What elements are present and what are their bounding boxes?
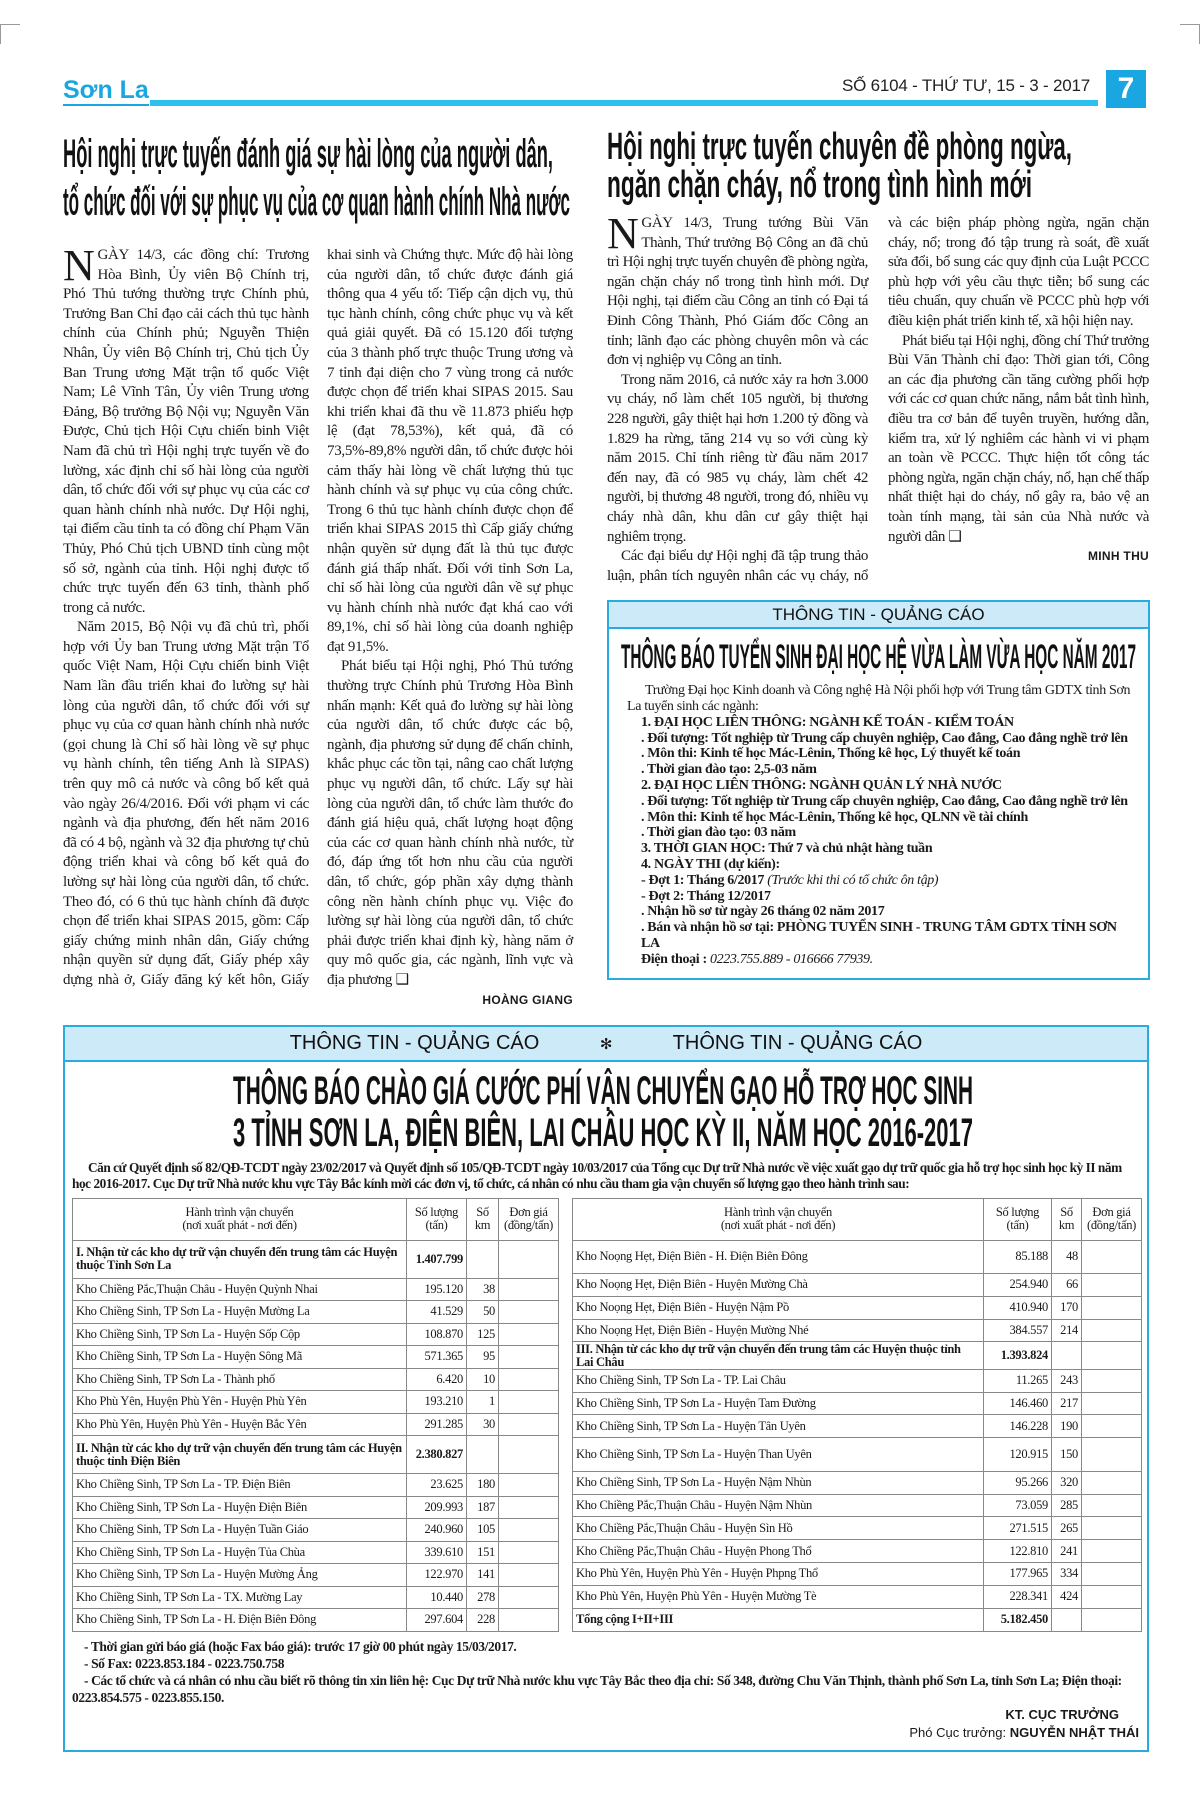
cell-price	[499, 1609, 559, 1632]
paragraph: Năm 2015, Bộ Nội vụ đã chủ trì, phối hợp với Ủy ban Trung ương Mặt trận Tổ quốc Việt Nam, Hội Cựu chiến binh Việt Nam lần đầu triển khai đo lường sự hài lòng của người dân, tổ chức đối với sự phục vụ của cơ quan hành chính nhà nước (gọi chung là Chỉ số hài lòng về sự phục vụ hành chính, tên tiếng Anh là SIPAS) trên quy mô cả nước và công bố kết quả vào ngày 26/4/2016. Đối với phạm vi các ngành và địa phương, đến hết năm 2016 đã có 4 bộ, ngành và 32 địa phương tự chủ động triển khai và công bố kết quả đo lường sự hài lòng của người dân, tổ chức. Theo đó, có 6 thủ tục hành chính đã được chọn để triển khai SIPAS 2015, gồm: Cấp giấy chứng minh nhân dân, Giấy chứng nhận quyền sử dụng đất, Giấy phép xây dựng nhà ở, Giấy đăng ký kết hôn, Giấy khai sinh và Chứng thực. Mức độ hài lòng của người dân, tổ chức được đánh giá thông qua 4 yếu tố: Tiếp cận dịch vụ, thủ tục hành chính, công chức phục vụ và kết quả giải quyết. Đã có 15.120 đối tượng của 3 thành phố trực thuộc Trung ương và 7 tỉnh đại diện cho 7 vùng trong cả nước được chọn để triển khai SIPAS 2015. Sau khi triển khai đã thu về 11.873 phiếu hợp lệ (đạt 78,53%), kết quả, đã có 73,5%-89,8% người dân, tổ chức được hỏi cảm thấy hài lòng về chất lượng thủ tục hành chính và sự phục vụ của công chức. Trong 6 thủ tục hành chính được chọn để triển khai SIPAS 2015 thì Cấp giấy chứng nhận quyền sử dụng đất là thủ tục được đánh giá thấp nhất. Đối với tỉnh Sơn La, chỉ số hài lòng của người dân về sự phục vụ hành chính nhà nước đạt khá cao với 89,1%, chỉ số hài lòng của doanh nghiệp đạt 91,5%.	[63, 247, 573, 988]
cell-km: 95	[467, 1346, 499, 1369]
ad-line: . Bán và nhận hồ sơ tại: PHÒNG TUYỂN SINH - TRUNG TÂM GDTX TỈNH SƠN LA	[641, 920, 1117, 952]
title-line: Hội nghị trực tuyến chuyên đề phòng ngừa,	[607, 126, 1072, 168]
table-row	[73, 1541, 559, 1564]
table-row	[573, 1608, 1142, 1631]
ad-line: . Thời gian đào tạo: 03 năm	[641, 825, 796, 841]
cell-km: 217	[1052, 1392, 1082, 1415]
cell-route: Kho Chiềng Sinh, TP Sơn La - Huyện Tuần Giáo	[73, 1519, 407, 1542]
col-km: Số km	[467, 1198, 499, 1240]
phone-number: 0223.755.889 - 016666 77939.	[709, 951, 873, 967]
cell-price	[1082, 1540, 1142, 1563]
cell-price	[1082, 1274, 1142, 1297]
ad-line: - Đợt 2: Tháng 12/2017	[641, 888, 771, 904]
cell-qty: 271.515	[984, 1517, 1052, 1540]
top-stories	[63, 128, 1149, 1007]
table-row	[73, 1346, 559, 1369]
ad-line: . Môn thi: Kinh tế học Mác-Lênin, Thống kê học, QLNN về tài chính	[641, 809, 1028, 825]
ad-phone	[627, 952, 1134, 968]
cell-qty: 122.810	[984, 1540, 1052, 1563]
table-row	[573, 1319, 1142, 1342]
cell-km: 190	[1052, 1415, 1082, 1438]
cell-qty: 146.460	[984, 1392, 1052, 1415]
table-row	[573, 1369, 1142, 1392]
sign-role: Phó Cục trưởng:	[909, 1724, 1007, 1740]
cell-route: Kho Chiềng Sinh, TP Sơn La - Huyện Sốp Cộp	[73, 1323, 407, 1346]
cell-route: Kho Chiềng Sinh, TP Sơn La - Huyện Sông Mã	[73, 1346, 407, 1369]
cell-km: 228	[467, 1609, 499, 1632]
article1	[63, 128, 573, 1007]
cell-price	[499, 1519, 559, 1542]
cell-km: 180	[467, 1474, 499, 1497]
paragraph: Các đại biểu dự Hội nghị đã tập trung thảo luận, phân tích nguyên nhân các vụ cháy, nổ và các biện pháp phòng ngừa, ngăn chặn cháy, nổ; trong đó tập trung rà soát, đề xuất sửa đổi, bổ sung các quy định của Luật PCCC phù hợp với yêu cầu thực tiễn; bổ sung các tiêu chuẩn, quy chuẩn về PCCC phù hợp với điều kiện phát triển kinh tế, xã hội hiện nay.	[607, 215, 1149, 584]
ad-line: 2. ĐẠI HỌC LIÊN THÔNG: NGÀNH QUẢN LÝ NHÀ NƯỚC	[641, 778, 1002, 794]
cell-qty: 339.610	[407, 1541, 467, 1564]
notice-intro: Căn cứ Quyết định số 82/QĐ-TCDT ngày 23/02/2017 và Quyết định số 105/QĐ-TCDT ngày 10/03/2017 của Tổng cục Dự trữ Nhà nước về việc xuất gạo dự trữ quốc gia hỗ trợ học sinh học kỳ II năm học 2016-2017. Cục Dự trữ Nhà nước khu vực Tây Bắc kính mời các đơn vị, tổ chức, cá nhân có nhu cầu tham gia vận chuyển số lượng gạo theo hành trình sau:	[72, 1159, 1122, 1191]
cell-km: 125	[467, 1323, 499, 1346]
col-route: Hành trình vận chuyển (nơi xuất phát - nơi đến)	[73, 1198, 407, 1240]
cell-km: 243	[1052, 1369, 1082, 1392]
note: - Thời gian gửi báo giá (hoặc Fax báo giá): trước 17 giờ 00 phút ngày 15/03/2017.	[84, 1638, 517, 1654]
ad-title-wrap	[609, 629, 1148, 679]
table-row	[573, 1296, 1142, 1319]
cell-qty: 410.940	[984, 1296, 1052, 1319]
header-rule	[150, 100, 1098, 106]
cell-qty: 209.993	[407, 1496, 467, 1519]
cell-km	[467, 1436, 499, 1474]
col-route: Hành trình vận chuyển (nơi xuất phát - nơi đến)	[573, 1198, 984, 1240]
cell-qty: 193.210	[407, 1391, 467, 1414]
table-row	[573, 1563, 1142, 1586]
cell-km: 187	[467, 1496, 499, 1519]
cell-route: Kho Chiềng Sinh, TP Sơn La - TP. Điện Biên	[73, 1474, 407, 1497]
table-row	[73, 1609, 559, 1632]
cell-price	[499, 1436, 559, 1474]
cell-price	[499, 1586, 559, 1609]
cell-km: 66	[1052, 1274, 1082, 1297]
ad-line: . Đối tượng: Tốt nghiệp từ Trung cấp chuyên nghiệp, Cao đẳng, Cao đẳng nghề trở lên	[641, 730, 1128, 746]
cell-price	[499, 1278, 559, 1301]
article1-body	[63, 241, 573, 1007]
table-row	[73, 1474, 559, 1497]
title-line: 3 TỈNH SƠN LA, ĐIỆN BIÊN, LAI CHÂU HỌC KỲ II, NĂM HỌC 2016-2017	[233, 1110, 974, 1155]
table-row	[73, 1278, 559, 1301]
cell-km: 50	[467, 1301, 499, 1324]
cell-route: Kho Chiềng Sinh, TP Sơn La - Huyện Mường La	[73, 1301, 407, 1324]
col-price: Đơn giá (đồng/tấn)	[499, 1198, 559, 1240]
cell-qty: 384.557	[984, 1319, 1052, 1342]
cell-km: 265	[1052, 1517, 1082, 1540]
table-row	[573, 1517, 1142, 1540]
cell-qty: 571.365	[407, 1346, 467, 1369]
cell-km: 10	[467, 1368, 499, 1391]
route-table-left	[72, 1198, 559, 1632]
cell-price	[499, 1564, 559, 1587]
round1: - Đợt 1: Tháng 6/2017	[641, 872, 765, 888]
col-qty: Số lượng (tấn)	[984, 1198, 1052, 1240]
table-row	[73, 1413, 559, 1436]
cell-route: Kho Chiềng Sinh, TP Sơn La - Huyện Điện Biên	[73, 1496, 407, 1519]
cell-price	[499, 1541, 559, 1564]
cell-km: 150	[1052, 1438, 1082, 1471]
table-row	[573, 1438, 1142, 1471]
drop-cap: N	[607, 209, 639, 258]
cell-route: Kho Noọng Hẹt, Điện Biên - Huyện Mường Nhé	[573, 1319, 984, 1342]
cell-km: 30	[467, 1413, 499, 1436]
table-row	[573, 1240, 1142, 1273]
table-row	[573, 1494, 1142, 1517]
ad-intro: Trường Đại học Kinh doanh và Công nghệ Hà Nội phối hợp với Trung tâm GDTX tỉnh Sơn La tuyển sinh các ngành:	[627, 683, 1131, 715]
cell-qty: 11.265	[984, 1369, 1052, 1392]
ad-line: 1. ĐẠI HỌC LIÊN THÔNG: NGÀNH KẾ TOÁN - KIỂM TOÁN	[641, 714, 1014, 730]
cell-price	[499, 1391, 559, 1414]
signature	[65, 1724, 1147, 1742]
cell-route: Kho Chiềng Pắc,Thuận Châu - Huyện Nậm Nhùn	[573, 1494, 984, 1517]
ad-line	[627, 873, 1134, 889]
cell-route: Kho Chiềng Sinh, TP Sơn La - Huyện Nậm Nhùn	[573, 1471, 984, 1494]
ad-line: . Môn thi: Kinh tế học Mác-Lênin, Thống kê học, Lý thuyết kế toán	[641, 746, 1021, 762]
note: - Các tổ chức và cá nhân có nhu cầu biết rõ thông tin xin liên hệ: Cục Dự trữ Nhà nước khu vực Tây Bắc theo địa chỉ: Số 348, đường Chu Văn Thịnh, thành phố Sơn La, tỉnh Sơn La; Điện thoại: 0223.854.575 - 0223.855.150.	[72, 1672, 1122, 1705]
note: - Số Fax: 0223.853.184 - 0223.750.758	[84, 1655, 285, 1671]
cell-price	[1082, 1517, 1142, 1540]
route-table-right	[572, 1198, 1142, 1632]
cell-route: Kho Chiềng Sinh, TP Sơn La - H. Điện Biên Đông	[73, 1609, 407, 1632]
cell-route: Kho Chiềng Sinh, TP Sơn La - Huyện Than Uyên	[573, 1438, 984, 1471]
cell-price	[499, 1240, 559, 1278]
cell-price	[1082, 1608, 1142, 1631]
col-price: Đơn giá (đồng/tấn)	[1082, 1198, 1142, 1240]
cell-qty: 41.529	[407, 1301, 467, 1324]
table-row	[73, 1391, 559, 1414]
right-column	[607, 128, 1149, 1007]
round1-note: (Trước khi thi có tổ chức ôn tập)	[767, 872, 939, 888]
cell-qty: 122.970	[407, 1564, 467, 1587]
cell-price	[1082, 1563, 1142, 1586]
cell-route: Kho Phù Yên, Huyện Phù Yên - Huyện Phpng Thổ	[573, 1563, 984, 1586]
admission-ad	[607, 600, 1150, 979]
cell-qty: 228.341	[984, 1585, 1052, 1608]
cell-price	[499, 1301, 559, 1324]
byline: HOÀNG GIANG	[482, 992, 573, 1007]
route-tables	[65, 1198, 1147, 1632]
cell-km: 1	[467, 1391, 499, 1414]
table-row	[73, 1323, 559, 1346]
cell-km: 241	[1052, 1540, 1082, 1563]
section-label: Sơn La	[63, 76, 149, 104]
table-row	[73, 1519, 559, 1542]
col-qty: Số lượng (tấn)	[407, 1198, 467, 1240]
cell-price	[499, 1413, 559, 1436]
cell-qty: 95.266	[984, 1471, 1052, 1494]
cell-route: Kho Chiềng Sinh, TP Sơn La - Huyện Tam Đường	[573, 1392, 984, 1415]
cell-route: Kho Noọng Hẹt, Điện Biên - Huyện Mường Chà	[573, 1274, 984, 1297]
cell-price	[499, 1323, 559, 1346]
cell-km: 214	[1052, 1319, 1082, 1342]
cell-qty: 146.228	[984, 1415, 1052, 1438]
table-row	[573, 1585, 1142, 1608]
table-row	[73, 1240, 559, 1278]
table-row	[73, 1436, 559, 1474]
cell-qty: 254.940	[984, 1274, 1052, 1297]
cell-qty: 1.393.824	[984, 1342, 1052, 1369]
cell-km: 170	[1052, 1296, 1082, 1319]
table-row	[73, 1586, 559, 1609]
cell-route: III. Nhận từ các kho dự trữ vận chuyển đến trung tâm các Huyện thuộc tỉnh Lai Châu	[573, 1342, 984, 1369]
cell-route: Tổng cộng I+II+III	[573, 1608, 984, 1631]
paragraph: Phát biểu tại Hội nghị, Phó Thủ tướng thường trực Chính phủ Trương Hòa Bình nhấn mạnh: Kết quả đo lường sự hài lòng của người dân, tổ chức được các bộ, ngành, địa phương sử dụng để chấn chỉnh, khắc phục các tồn tại, nâng cao chất lượng phục vụ người dân, tổ chức. Lấy sự hài lòng của người dân, tổ chức làm thước đo đánh giá hiệu quả, chất lượng hoạt động của các cơ quan hành chính nhà nước, từ đó, đáp ứng tốt hơn nhu cầu của người dân, tổ chức, góp phần xây dựng thành công nền hành chính phục vụ. Việc đo lường sự hài lòng của người dân, tổ chức phải được triển khai định kỳ, hàng năm ở quy mô quốc gia, các ngành, lĩnh vực và địa phương ❑	[327, 658, 573, 988]
cell-km	[467, 1240, 499, 1278]
cell-price	[1082, 1369, 1142, 1392]
cell-qty: 5.182.450	[984, 1608, 1052, 1631]
band-right: THÔNG TIN - QUẢNG CÁO	[672, 1031, 923, 1054]
cell-km: 320	[1052, 1471, 1082, 1494]
cell-qty: 120.915	[984, 1438, 1052, 1471]
table-row	[573, 1471, 1142, 1494]
table-row	[573, 1274, 1142, 1297]
cell-price	[499, 1496, 559, 1519]
cell-qty: 195.120	[407, 1278, 467, 1301]
table-row	[573, 1540, 1142, 1563]
article2-title	[607, 128, 1149, 206]
cell-km: 48	[1052, 1240, 1082, 1273]
cell-price	[1082, 1471, 1142, 1494]
cell-km: 334	[1052, 1563, 1082, 1586]
notice-title	[233, 1070, 983, 1154]
col-km: Số km	[1052, 1198, 1082, 1240]
cell-qty: 240.960	[407, 1519, 467, 1542]
crop-mark	[1180, 24, 1200, 44]
table-row	[73, 1564, 559, 1587]
cell-qty: 297.604	[407, 1609, 467, 1632]
table-row	[573, 1342, 1142, 1369]
ad-line: 4. NGÀY THI (dự kiến):	[641, 857, 780, 873]
cell-price	[1082, 1585, 1142, 1608]
crop-mark	[0, 24, 20, 44]
cell-km	[1052, 1342, 1082, 1369]
issue-date: SỐ 6104 - THỨ TƯ, 15 - 3 - 2017	[841, 76, 1090, 95]
ad-line: . Đối tượng: Tốt nghiệp từ Trung cấp chuyên nghiệp, Cao đẳng, Cao đẳng nghề trở lên	[641, 793, 1128, 809]
cell-qty: 1.407.799	[407, 1240, 467, 1278]
cell-km: 424	[1052, 1585, 1082, 1608]
sign-title: KT. CỤC TRƯỞNG	[1005, 1706, 1119, 1722]
paragraph: GÀY 14/3, Trung tướng Bùi Văn Thành, Thứ trưởng Bộ Công an đã chủ trì Hội nghị trực tuyến chuyên đề phòng ngừa, ngăn chặn cháy nổ trong tình hình mới. Dự Hội nghị, tại điểm cầu Công an tỉnh có Đại tá Đinh Công Thành, Phó Giám đốc Công an tỉnh; lãnh đạo các phòng chuyên môn và các đơn vị nghiệp vụ Công an tỉnh.	[607, 215, 868, 369]
cell-km	[1052, 1608, 1082, 1631]
rice-transport-notice	[63, 1025, 1149, 1752]
star-icon: ✻	[599, 1035, 613, 1053]
cell-price	[1082, 1415, 1142, 1438]
cell-route: Kho Chiềng Sinh, TP Sơn La - Huyện Tân Uyên	[573, 1415, 984, 1438]
band-left: THÔNG TIN - QUẢNG CÁO	[289, 1031, 540, 1054]
cell-qty: 291.285	[407, 1413, 467, 1436]
cell-qty: 85.188	[984, 1240, 1052, 1273]
table-row	[73, 1496, 559, 1519]
cell-km: 38	[467, 1278, 499, 1301]
paragraph: GÀY 14/3, các đồng chí: Trương Hòa Bình, Ủy viên Bộ Chính trị, Phó Thủ tướng thường trực Chính phủ, Trưởng Ban Chỉ đạo cải cách thủ tục hành chính của Chính phủ; Nguyễn Thiện Nhân, Ủy viên Bộ Chính trị, Chủ tịch Ủy Ban Trung ương Mặt trận tổ quốc Việt Nam; Lê Vĩnh Tân, Ủy viên Trung ương Đảng, Bộ trưởng Bộ Nội vụ; Nguyễn Văn Được, Chủ tịch Hội Cựu chiến binh Việt Nam đã chủ trì Hội nghị trực tuyến về đo lường, xác định chỉ số hài lòng của người dân, tổ chức đối với sự phục vụ của các cơ quan hành chính nhà nước. Dự Hội nghị, tại điểm cầu tỉnh ta có đồng chí Phạm Văn Thủy, Phó Chủ tịch UBND tỉnh cùng một số sở, ngành của tỉnh. Hội nghị được tổ chức trực tuyến đến 63 tỉnh, thành phố trong cả nước.	[63, 247, 309, 616]
table-row	[573, 1392, 1142, 1415]
cell-route: I. Nhận từ các kho dự trữ vận chuyển đến trung tâm các Huyện thuộc Tỉnh Sơn La	[73, 1240, 407, 1278]
cell-route: Kho Chiềng Sinh, TP Sơn La - TX. Mường Lay	[73, 1586, 407, 1609]
table-row	[73, 1301, 559, 1324]
title-line: THÔNG BÁO CHÀO GIÁ CƯỚC PHÍ VẬN CHUYỂN GẠO HỖ TRỢ HỌC SINH	[233, 1068, 973, 1113]
cell-route: Kho Chiềng Pắc,Thuận Châu - Huyện Sìn Hồ	[573, 1517, 984, 1540]
paragraph: Phát biểu tại Hội nghị, đồng chí Thứ trưởng Bùi Văn Thành chỉ đạo: Thời gian tới, Công an các địa phương cần tăng cường phối hợp với các cơ quan chức năng, nắm bắt tình hình, điều tra cơ bản để tuyên truyền, hướng dẫn, kiểm tra, xử lý nghiêm các hành vi vi phạm an toàn về PCCC. Thực hiện tốt công tác phòng ngừa, ngăn chặn cháy, nổ, hạn chế thấp nhất thiệt hại do cháy, nổ gây ra, bảo vệ an toàn tính mạng, tài sản của Nhà nước và người dân ❑	[888, 332, 1149, 545]
cell-price	[499, 1346, 559, 1369]
ad-line: . Nhận hồ sơ từ ngày 26 tháng 02 năm 2017	[641, 904, 885, 920]
cell-price	[1082, 1296, 1142, 1319]
phone-label: Điện thoại :	[641, 951, 707, 967]
cell-price	[499, 1474, 559, 1497]
ad-line: . Thời gian đào tạo: 2,5-03 năm	[641, 762, 817, 778]
cell-qty: 6.420	[407, 1368, 467, 1391]
table-row	[73, 1368, 559, 1391]
title-line: ngăn chặn cháy, nổ trong tình hình mới	[607, 164, 1032, 206]
byline: MINH THU	[1087, 549, 1149, 564]
cell-price	[1082, 1494, 1142, 1517]
cell-km: 151	[467, 1541, 499, 1564]
table-row	[573, 1415, 1142, 1438]
cell-qty: 73.059	[984, 1494, 1052, 1517]
cell-price	[499, 1368, 559, 1391]
cell-route: Kho Chiềng Pắc,Thuận Châu - Huyện Quỳnh Nhai	[73, 1278, 407, 1301]
cell-route: Kho Phù Yên, Huyện Phù Yên - Huyện Mường Tè	[573, 1585, 984, 1608]
article1-title	[63, 132, 573, 228]
cell-qty: 10.440	[407, 1586, 467, 1609]
cell-route: Kho Chiềng Sinh, TP Sơn La - Huyện Tủa Chùa	[73, 1541, 407, 1564]
cell-route: Kho Noọng Hẹt, Điện Biên - H. Điện Biên Đông	[573, 1240, 984, 1273]
ad-band: THÔNG TIN - QUẢNG CÁO	[609, 602, 1148, 629]
cell-km: 278	[467, 1586, 499, 1609]
cell-qty: 177.965	[984, 1563, 1052, 1586]
cell-route: Kho Phù Yên, Huyện Phù Yên - Huyện Bắc Yên	[73, 1413, 407, 1436]
cell-price	[1082, 1319, 1142, 1342]
cell-km: 141	[467, 1564, 499, 1587]
ad-line: 3. THỜI GIAN HỌC: Thứ 7 và chủ nhật hàng tuần	[641, 841, 933, 857]
page-number: 7	[1106, 70, 1146, 108]
notice-notes	[65, 1632, 1147, 1706]
cell-price	[1082, 1240, 1142, 1273]
cell-price	[1082, 1392, 1142, 1415]
title-line: Hội nghị trực tuyến đánh giá sự hài lòng của người dân,	[63, 132, 553, 176]
ad-content	[609, 683, 1148, 977]
ad-band	[65, 1027, 1147, 1062]
cell-route: Kho Chiềng Sinh, TP Sơn La - TP. Lai Châu	[573, 1369, 984, 1392]
title-line: tổ chức đối với sự phục vụ của cơ quan hành chính Nhà nước	[63, 180, 570, 224]
cell-route: Kho Chiềng Sinh, TP Sơn La - Thành phố	[73, 1368, 407, 1391]
article2-body	[607, 209, 1149, 586]
sign-name: NGUYỄN NHẬT THÁI	[1009, 1724, 1139, 1740]
paragraph: Trong năm 2016, cả nước xảy ra hơn 3.000 vụ cháy, nổ làm chết 105 người, bị thương 228 người, gây thiệt hại hơn 1.200 tỷ đồng và 1.829 ha rừng, tăng 214 vụ so với cùng kỳ năm 2015. Chỉ tính riêng từ đầu năm 2017 đến nay, đã có 985 vụ cháy, làm chết 42 người, bị thương 48 người, trong đó, nhiều vụ cháy nhà dân, khu dân cư gây thiệt hại nghiêm trọng.	[607, 371, 868, 545]
cell-price	[1082, 1438, 1142, 1471]
cell-qty: 2.380.827	[407, 1436, 467, 1474]
cell-route: Kho Chiềng Sinh, TP Sơn La - Huyện Mường Ảng	[73, 1564, 407, 1587]
cell-qty: 108.870	[407, 1323, 467, 1346]
ad-title: THÔNG BÁO TUYỂN SINH ĐẠI HỌC HỆ VỪA LÀM VỪA HỌC NĂM 2017	[621, 638, 1136, 677]
cell-route: Kho Phù Yên, Huyện Phù Yên - Huyện Phù Yên	[73, 1391, 407, 1414]
cell-qty: 23.625	[407, 1474, 467, 1497]
cell-route: II. Nhận từ các kho dự trữ vận chuyển đến trung tâm các Huyện thuộc tỉnh Điện Biên	[73, 1436, 407, 1474]
cell-km: 105	[467, 1519, 499, 1542]
cell-price	[1082, 1342, 1142, 1369]
cell-route: Kho Chiềng Pắc,Thuận Châu - Huyện Phong Thổ	[573, 1540, 984, 1563]
drop-cap: N	[63, 241, 95, 290]
cell-km: 285	[1052, 1494, 1082, 1517]
cell-route: Kho Noọng Hẹt, Điện Biên - Huyện Nậm Pồ	[573, 1296, 984, 1319]
